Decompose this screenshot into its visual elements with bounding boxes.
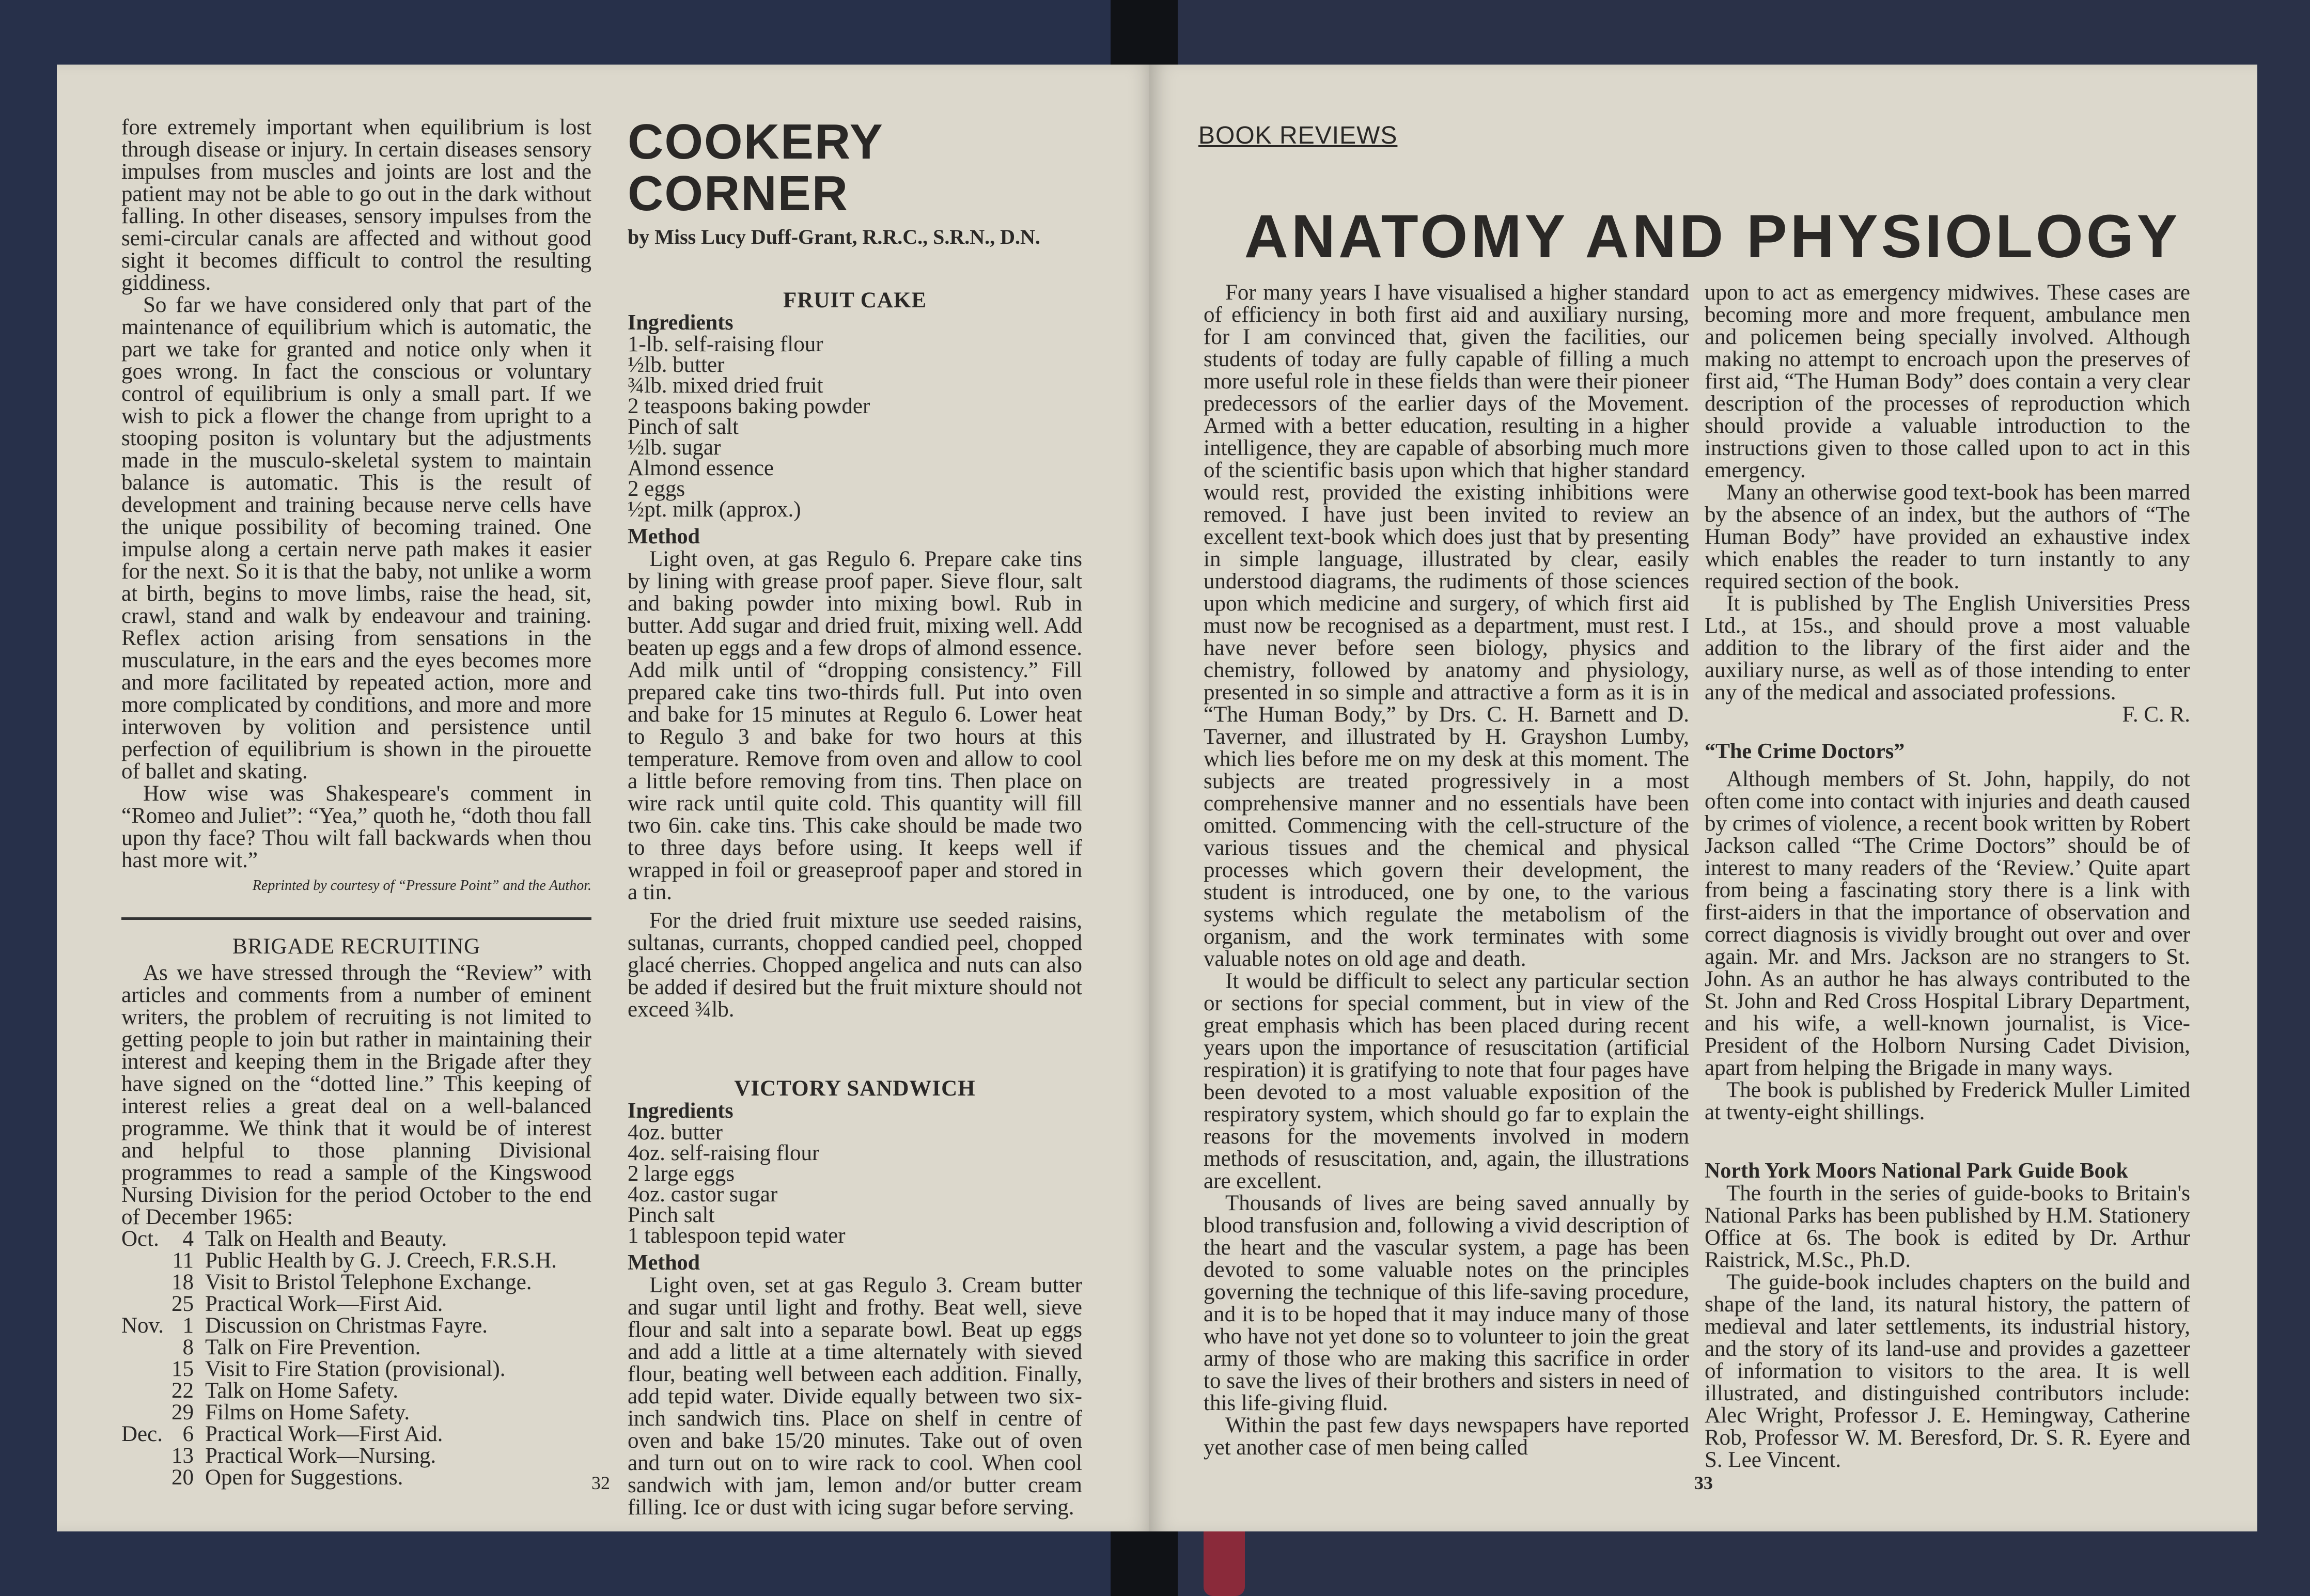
review-paragraph: upon to act as emergency midwives. These cases are becoming more and more frequent, ambulance men and policemen being specially involved. Although making no attempt to encroach upon the preserves of first aid, “The Human Body” does contain a very clear description of the processes of reproduction which should provide a valuable introduction to the instructions given to those called upon to act in this emergency. <box>1705 280 2190 482</box>
page-number: 33 <box>1694 1473 1713 1493</box>
schedule-list <box>121 1228 591 1489</box>
method-paragraph: Light oven, at gas Regulo 6. Prepare cake tins by lining with grease proof paper. Sieve flour, salt and baking powder into mixing bowl. Rub in butter. Add sugar and dried fruit, mixing well. Add beaten up eggs and a few drops of almond essence. Add milk until of “dropping consistency.” Fill prepared cake tins two-thirds full. Put into oven and bake for 15 minutes at Regulo 6. Lower heat to Regulo 3 and bake for two hours at this temperature. Remove from oven and allow to cool a little before removing from tins. Then place on wire rack until quite cold. This quantity will fill two 6in. cake tins. This cake should be made two to three days before using. It keeps well if wrapped in foil or greaseproof paper and stored in a tin. <box>628 547 1082 904</box>
review-paragraph: Many an otherwise good text-book has been marred by the absence of an index, but the authors of “The Human Body” have provided an exhaustive index which enables the reader to turn instantly to any required section of the book. <box>1705 480 2190 593</box>
right-column-1 <box>1204 281 1689 1459</box>
fruit-cake-ingredients <box>628 334 1082 520</box>
schedule-row: 22 Talk on Home Safety. <box>171 1379 398 1403</box>
method-label: Method <box>628 1251 700 1275</box>
schedule-row: 20 Open for Suggestions. <box>171 1465 403 1490</box>
reprint-credit: Reprinted by courtesy of “Pressure Point” and the Author. <box>252 878 591 894</box>
ingredient-item: 2 large eggs <box>628 1162 735 1186</box>
schedule-row: 29 Films on Home Safety. <box>171 1400 410 1425</box>
schedule-row: 8 Talk on Fire Prevention. <box>182 1335 421 1359</box>
review-paragraph: The fourth in the series of guide-books to Britain's National Parks has been published by H.M. Stationery Office at 6s. The book is edited by Dr. Arthur Raistrick, M.Sc., Ph.D. <box>1705 1181 2190 1272</box>
victory-sandwich-title: VICTORY SANDWICH <box>734 1076 976 1101</box>
ingredient-item: 2 teaspoons baking powder <box>628 394 870 418</box>
right-column-2 <box>1705 281 2190 1471</box>
page-number: 32 <box>591 1473 610 1493</box>
ingredient-item: ½lb. sugar <box>628 435 721 460</box>
ingredient-item: 4oz. castor sugar <box>628 1182 778 1207</box>
ingredient-item: Pinch of salt <box>628 415 739 439</box>
anatomy-physiology-title: ANATOMY AND PHYSIOLOGY <box>1244 202 2181 271</box>
ingredient-item: 2 eggs <box>628 477 685 501</box>
schedule-row: 25 Practical Work—First Aid. <box>171 1292 443 1316</box>
reviewer-signature: F. C. R. <box>2122 702 2190 727</box>
ingredient-item: 4oz. butter <box>628 1120 723 1145</box>
moors-guide-heading: North York Moors National Park Guide Book <box>1705 1159 2128 1183</box>
schedule-row: Nov. 1 Discussion on Christmas Fayre. <box>121 1313 488 1338</box>
review-paragraph: The guide-book includes chapters on the build and shape of the land, its natural history, the pattern of medieval and later settlements, its industrial history, and the story of its land-use and provides a gazetteer of information to visitors to the area. It is well illustrated, and distinguished contributors include: Alec Wright, Professor J. E. Hemingway, Catherine Rob, Professor W. M. Beresford, Dr. S. R. Eyere and S. Lee Vincent. <box>1705 1270 2190 1472</box>
victory-ingredients <box>628 1122 1082 1246</box>
review-paragraph: The book is published by Frederick Muller Limited at twenty-eight shillings. <box>1705 1078 2190 1124</box>
review-paragraph: Within the past few days newspapers have reported yet another case of men being called <box>1204 1413 1689 1460</box>
ingredient-item: 4oz. self-raising flour <box>628 1141 820 1165</box>
schedule-row: Dec. 6 Practical Work—First Aid. <box>121 1422 443 1446</box>
article-paragraph: fore extremely important when equilibrium is lost through disease or injury. In certain diseases sensory impulses from muscles and joints are lost and the patient may not be able to go out in the dark without falling. In other diseases, sensory impulses from the semi-circular canals are affected and without good sight it becomes difficult to control the resulting giddiness. <box>121 115 591 295</box>
recruiting-heading: BRIGADE RECRUITING <box>232 934 481 959</box>
article-paragraph: How wise was Shakespeare's comment in “Romeo and Juliet”: “Yea,” quoth he, “doth thou fall upon thy face? Thou wilt fall backwards when thou hast more wit.” <box>121 781 591 872</box>
ingredient-item: 1 tablespoon tepid water <box>628 1224 846 1248</box>
schedule-row: 18 Visit to Bristol Telephone Exchange. <box>171 1270 532 1294</box>
cookery-corner-title: COOKERY CORNER <box>628 114 883 221</box>
ingredient-item: ¾lb. mixed dried fruit <box>628 373 823 398</box>
schedule-row: 11 Public Health by G. J. Creech, F.R.S.H. <box>172 1248 557 1273</box>
section-divider <box>121 917 591 920</box>
fruit-cake-title: FRUIT CAKE <box>783 288 927 312</box>
ingredient-item: ½pt. milk (approx.) <box>628 497 801 522</box>
ingredients-label: Ingredients <box>628 1099 733 1123</box>
ingredients-label: Ingredients <box>628 311 733 335</box>
schedule-row: 13 Practical Work—Nursing. <box>171 1444 436 1468</box>
crime-doctors-heading: “The Crime Doctors” <box>1705 740 1905 763</box>
review-paragraph: It would be difficult to select any particular section or sections for special comment, but in view of the great emphasis which has been placed during recent years upon the importance of resuscitation (artificial respiration) it is gratifying to note that four pages have been devoted to a most valuable exposition of the respiratory system, which should go far to explain the reasons for the movements involved in modern methods of resuscitation, and, again, the illustrations are excellent. <box>1204 969 1689 1193</box>
ingredient-item: 1-lb. self-raising flour <box>628 332 823 356</box>
article-paragraph: So far we have considered only that part of the maintenance of equilibrium which is automatic, the part we take for granted and notice only when it goes wrong. In fact the conscious or voluntary control of equilibrium is only a small part. If we wish to pick a flower the change from upright to a stooping positon is voluntary but the adjustments made in the musculo-skeletal system to maintain balance is automatic. This is the result of development and training because nerve cells have the unique possibility of becoming trained. One impulse along a certain nerve path makes it easier for the next. So it is that the baby, not unlike a worm at birth, begins to move limbs, raise the head, sit, crawl, stand and walk by endeavour and training. Reflex action arising from sensations in the musculature, in the ears and the eyes becomes more and more facilitated by repeated action, more and more complicated by conditions, and more and more interwoven by volition and persistence until perfection of equilibrium is shown in the pirouette of ballet and skating. <box>121 293 591 784</box>
left-column-2 <box>628 116 1082 1519</box>
method-label: Method <box>628 525 700 549</box>
review-paragraph: For many years I have visualised a higher standard of efficiency in both first aid and auxiliary nursing, for I am convinced that, given the facilities, our students of today are fully capable of filling a much more useful role in these fields than were their pioneer predecessors of the earlier days of the Movement. Armed with a better education, resulting in a higher intelligence, they are capable of absorbing much more of the scientific basis upon which that higher standard would rest, provided the existing inhibitions were removed. I have just been invited to review an excellent text-book which does just that by presenting in simple language, illustrated by clear, easily understood diagrams, the rudiments of those sciences upon which medicine and surgery, of which first aid must now be recognised as a department, must rest. I have never before seen biology, physics and chemistry, followed by anatomy and physiology, presented in so simple and attractive a form as it is in “The Human Body,” by Drs. C. H. Barnett and D. Taverner, and illustrated by H. Grayshon Lumby, which lies before me on my desk at this moment. The subjects are treated progressively in a most comprehensive manner and no essentials have been omitted. Commencing with the cell-structure of the various tissues and the chemical and physical processes which govern their development, the student is introduced, one by one, to the various systems which regulate the metabolism of the organism, and the work terminates with some valuable notes on old age and death. <box>1204 280 1689 971</box>
schedule-row: 15 Visit to Fire Station (provisional). <box>171 1357 506 1381</box>
schedule-row: Oct. 4 Talk on Health and Beauty. <box>121 1227 447 1251</box>
recruiting-paragraph: As we have stressed through the “Review” with articles and comments from a number of eminent writers, the problem of recruiting is not limited to getting people to join but rather in maintaining their interest and keeping them in the Brigade after they have signed on the “dotted line.” This keeping of interest relies a great deal on a well-balanced programme. We think that it would be of interest and helpful to those planning Divisional programmes to read a sample of the Kingswood Nursing Division for the period October to the end of December 1965: <box>121 961 591 1229</box>
method-paragraph: For the dried fruit mixture use seeded raisins, sultanas, currants, chopped candied peel, chopped glacé cherries. Chopped angelica and nuts can also be added if desired but the fruit mixture should not exceed ¾lb. <box>628 909 1082 1022</box>
cookery-byline: by Miss Lucy Duff-Grant, R.R.C., S.R.N., D.N. <box>628 225 1040 248</box>
left-column-1 <box>121 116 591 1489</box>
book-reviews-label: BOOK REVIEWS <box>1198 122 1398 149</box>
ingredient-item: Almond essence <box>628 456 774 480</box>
review-paragraph: Although members of St. John, happily, do not often come into contact with injuries and death caused by crimes of violence, a recent book written by Robert Jackson called “The Crime Doctors” should be of interest to many readers of the ‘Review.’ Quite apart from being a fascinating story there is a link with first-aiders in that the importance of observation and correct diagnosis is vividly brought out over and over again. Mr. and Mrs. Jackson are no strangers to St. John. As an author he has always contributed to the St. John and Red Cross Hospital Library Department, and his wife, a well-known journalist, is Vice-President of the Holborn Nursing Cadet Division, apart from helping the Brigade in many ways. <box>1705 767 2190 1080</box>
ingredient-item: Pinch salt <box>628 1203 715 1227</box>
review-paragraph: Thousands of lives are being saved annually by blood transfusion and, following a vivid description of the heart and the vascular system, a page has been devoted to some valuable notes on the principles governing the technique of this life-saving procedure, and it is to be hoped that it may induce many of those who have not yet done so to volunteer to join the great army of those who are making this sacrifice in order to save the lives of their brothers and sisters in need of this life-giving fluid. <box>1204 1191 1689 1415</box>
method-paragraph: Light oven, set at gas Regulo 3. Cream butter and sugar until light and frothy. Beat well, sieve flour and salt into a separate bowl. Beat up eggs and add a little at a time alternately with sieved flour, beating well between each addition. Finally, add tepid water. Divide equally between two six-inch sandwich tins. Place on shelf in centre of oven and bake 15/20 minutes. Take out of oven and turn out on to wire rack to cool. When cool sandwich with jam, lemon and/or butter cream filling. Ice or dust with icing sugar before serving. <box>628 1273 1082 1520</box>
review-paragraph: It is published by The English Universities Press Ltd., at 15s., and should prove a most valuable addition to the library of the first aider and the auxiliary nurse, as well as of those intending to enter any of the medical and associated professions. <box>1705 591 2190 705</box>
ingredient-item: ½lb. butter <box>628 353 725 377</box>
